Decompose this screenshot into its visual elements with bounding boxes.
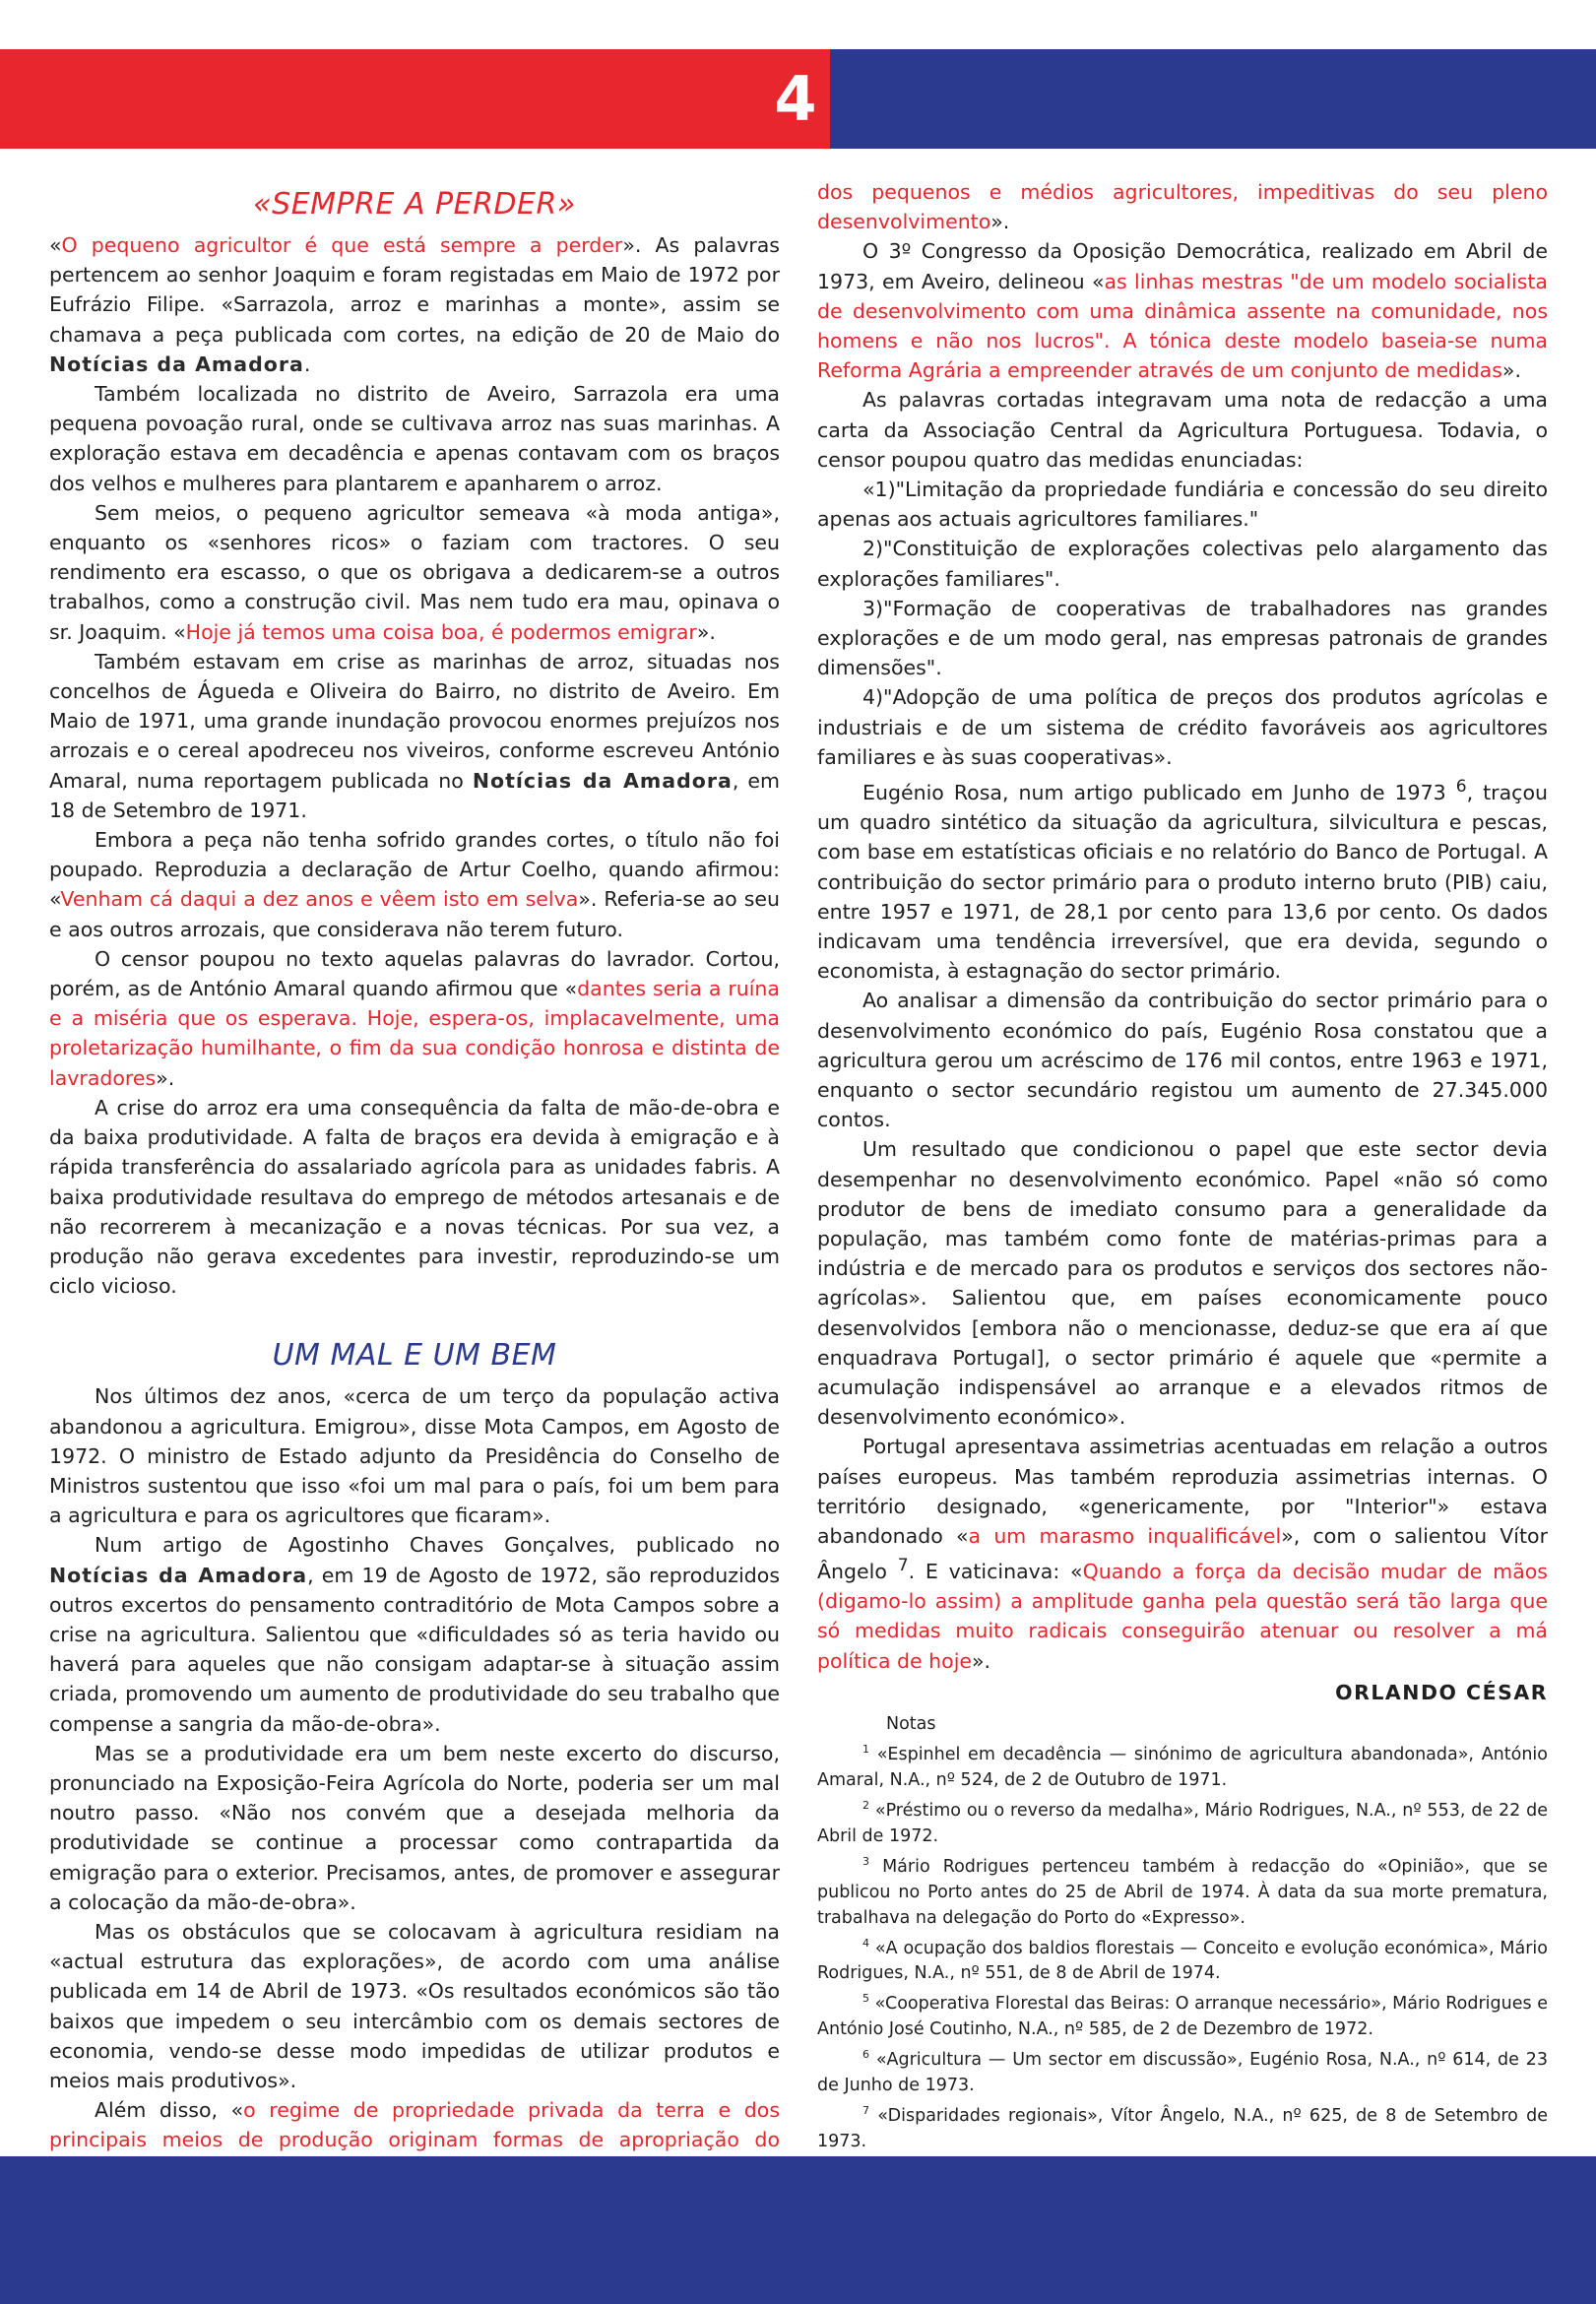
text: . — [303, 352, 311, 376]
right-column — [817, 177, 1548, 2219]
text: », com o salientou Vítor Ângelo — [817, 1523, 1548, 1583]
footnote-text: Mário Rodrigues pertenceu também à redacção do «Opinião», que se publicou no Porto antes do 25 de Abril de 1974. À data da sua morte prematura, trabalhava na delegação do Porto do «Expresso». — [817, 1856, 1548, 1928]
publication-name: Notícias da Amadora — [49, 1563, 308, 1587]
footnote-text: «Préstimo ou o reverso da medalha», Mário Rodrigues, N.A., nº 553, de 22 de Abril de 1972. — [817, 1800, 1548, 1846]
paragraph — [817, 1432, 1548, 1675]
left-column — [49, 177, 780, 2185]
paragraph: Mas se a produtividade era um bem neste excerto do discurso, pronunciado na Exposição-Feira Agrícola do Norte, poderia ser um mal noutro passo. «Não nos convém que a desejada melhoria da produtividade se continue a processar como contrapartida da emigração para o exterior. Precisamos, antes, de promover e assegurar a colocação da mão-de-obra». — [49, 1741, 780, 1914]
paragraph — [817, 177, 1548, 236]
paragraph: As palavras cortadas integravam uma nota de redacção a uma carta da Associação Central da Agricultura Portuguesa. Todavia, o censor poupou quatro das medidas enunciadas: — [817, 388, 1548, 472]
censored-text: as linhas mestras "de um modelo socialista de desenvolvimento com uma dinâmica assente na comunidade, nos homens e não nos lucros". A tónica deste modelo baseia-se numa Reforma Agrária a empreender através de um conjunto de medidas — [817, 269, 1548, 383]
section-title-sempre-a-perder: «SEMPRE A PERDER» — [253, 187, 576, 222]
footer-blue-band — [0, 2156, 1596, 2304]
footnote — [817, 1849, 1548, 1931]
text: Num artigo de Agostinho Chaves Gonçalves, publicado no — [95, 1533, 780, 1558]
paragraph — [49, 1530, 780, 1738]
footnote-number: 7 — [862, 2103, 869, 2117]
censored-text: Quando a força da decisão mudar de mãos (digamo-lo assim) a amplitude ganha pela questão será tão larga que só medidas muito radicais conseguirão atenuar ou resolver a má política de hoje — [817, 1560, 1548, 1673]
text: ». — [1501, 358, 1521, 383]
paragraph — [49, 230, 780, 379]
paragraph: Ao analisar a dimensão da contribuição do sector primário para o desenvolvimento económico do país, Eugénio Rosa constatou que a agricultura gerou um acréscimo de 176 mil contos, entre 1963 e 1971, enquanto o sector secundário registou um aumento de 27.345.000 contos. — [817, 989, 1548, 1132]
text: ». As palavras pertencem ao senhor Joaquim e foram registadas em Maio de 1972 por Eufrázio Filipe. «Sarrazola, arroz e marinhas a monte», assim se chamava a peça publicada com cortes, na edição de 20 de Maio do — [49, 233, 780, 347]
footnote-ref: 7 — [897, 1556, 909, 1576]
footnote-text: «Espinhel em decadência — sinónimo de agricultura abandonada», António Amaral, N.A., nº 524, de 2 de Outubro de 1971. — [817, 1744, 1548, 1790]
text: , traçou um quadro sintético da situação da agricultura, silvicultura e pescas, com base em estatísticas oficiais e no relatório do Banco de Portugal. A contribuição do sector primário para o produto interno bruto (PIB) caiu, entre 1957 e 1971, de 28,1 por cento para 13,6 por cento. Os dados indicavam uma tendência irreversível, que era devida, segundo o economista, à estagnação do sector primário. — [817, 780, 1548, 984]
text: Portugal apresentava assimetrias acentuadas em relação a outros países europeus. Mas também reproduzia assimetrias internas. O território designado, «genericamente, por "Interior"» estava abandonado « — [817, 1435, 1548, 1548]
text: ». — [972, 1648, 991, 1673]
text: ». Referia-se ao seu e aos outros arrozais, que considerava não terem futuro. — [49, 887, 781, 941]
censored-text: Hoje já temos uma coisa boa, é podermos emigrar — [185, 619, 697, 644]
text: , em 19 de Agosto de 1972, são reproduzidos outros excertos do pensamento contraditório de Mota Campos sobre a crise na agricultura. Salientou que «dificuldades só as teria havido ou haverá para aqueles que não consigam adaptar-se à situação assim criada, promovendo um aumento de produtividade do seu trabalho que compense a sangria da mão-de-obra». — [49, 1563, 780, 1736]
text: Eugénio Rosa, num artigo publicado em Junho de 1973 — [862, 780, 1456, 804]
notes-heading: Notas — [886, 1714, 936, 1735]
footnote-text: «A ocupação dos baldios florestais — Conceito e evolução económica», Mário Rodrigues, N.A., nº 551, de 8 de Abril de 1974. — [817, 1938, 1548, 1984]
header-blue-band — [830, 49, 1596, 149]
paragraph — [817, 772, 1548, 986]
header-red-band — [0, 49, 830, 149]
paragraph: Nos últimos dez anos, «cerca de um terço da população activa abandonou a agricultura. Emigrou», disse Mota Campos, em Agosto de 1972. O ministro de Estado adjunto da Presidência do Conselho de Ministros sustentou que isso «foi um mal para o país, foi um bem para a agricultura e para os agricultores que ficaram». — [49, 1384, 780, 1528]
text: Além disso, « — [95, 2098, 244, 2123]
text: , em 18 de Setembro de 1971. — [49, 768, 780, 822]
text: Sem meios, o pequeno agricultor semeava «à moda antiga», enquanto os «senhores ricos» o faziam com tractores. O seu rendimento era escasso, o que os obrigava a dedicarem-se a outros trabalhos, como a construção civil. Mas nem tudo era mau, opinava o sr. Joaquim. « — [49, 500, 780, 644]
footnote-number: 2 — [862, 1798, 869, 1812]
paragraph — [49, 498, 780, 647]
paragraph — [49, 825, 780, 944]
footnote — [817, 1737, 1548, 1793]
footnote-number: 3 — [862, 1854, 869, 1868]
text: ». — [156, 1065, 175, 1090]
paragraph — [49, 944, 780, 1093]
footnote — [817, 2098, 1548, 2154]
footnote-number: 5 — [862, 1992, 869, 2006]
text: ». — [990, 210, 1010, 234]
footnote — [817, 1931, 1548, 1987]
footnote-text: «Agricultura — Um sector em discussão», Eugénio Rosa, N.A., nº 614, de 23 de Junho de 1973. — [817, 2049, 1548, 2095]
text: Embora a peça não tenha sofrido grandes cortes, o título não foi poupado. Reproduzia a declaração de Artur Coelho, quando afirmou: « — [49, 828, 780, 912]
paragraph — [49, 647, 780, 825]
footnote-number: 6 — [862, 2048, 869, 2062]
text: « — [49, 233, 62, 257]
paragraph: Também localizada no distrito de Aveiro, Sarrazola era uma pequena povoação rural, onde se cultivava arroz nas suas marinhas. A exploração estava em decadência e apenas contavam com os braços dos velhos e mulheres para plantarem e apanharem o arroz. — [49, 382, 780, 495]
paragraph: «1)"Limitação da propriedade fundiária e concessão do seu direito apenas aos actuais agricultores familiares." — [817, 478, 1548, 532]
paragraph: 4)"Adopção de uma política de preços dos produtos agrícolas e industriais e de um sistema de crédito favoráveis aos agricultores familiares e às suas cooperativas». — [817, 685, 1548, 769]
footnote-text: «Cooperativa Florestal das Beiras: O arranque necessário», Mário Rodrigues e António José Coutinho, N.A., nº 585, de 2 de Dezembro de 1972. — [817, 1994, 1548, 2040]
footnote-text: «Disparidades regionais», Vítor Ângelo, N.A., nº 625, de 8 de Setembro de 1973. — [817, 2105, 1548, 2151]
text: ». — [696, 619, 716, 644]
censored-text: dantes seria a ruína e a miséria que os esperava. Hoje, espera-os, implacavelmente, uma proletarização humilhante, o fim da sua condição honrosa e distinta de lavradores — [49, 977, 780, 1090]
footnote-ref: 6 — [1455, 777, 1467, 798]
footnote-number: 1 — [862, 1743, 869, 1757]
footnote-number: 4 — [862, 1936, 869, 1950]
footnote — [817, 1793, 1548, 1849]
page-number: 4 — [774, 63, 817, 135]
paragraph: Mas os obstáculos que se colocavam à agricultura residiam na «actual estrutura das explorações», de acordo com uma análise publicada em 14 de Abril de 1973. «Os resultados económicos são tão baixos que impedem o seu intercâmbio com os demais sectores de economia, vendo-se desse modo impedidas de utilizar produtos e meios mais produtivos». — [49, 1919, 780, 2092]
paragraph: 3)"Formação de cooperativas de trabalhadores nas grandes explorações e de um modo geral, nas empresas patronais de grandes dimensões". — [817, 596, 1548, 680]
footnote — [817, 2042, 1548, 2098]
censored-text: O pequeno agricultor é que está sempre a perder — [61, 233, 623, 257]
paragraph: 2)"Constituição de explorações colectivas pelo alargamento das explorações familiares". — [817, 537, 1548, 591]
censored-text: dos pequenos e médios agricultores, impeditivas do seu pleno desenvolvimento — [817, 180, 1548, 234]
publication-name: Notícias da Amadora — [49, 352, 304, 376]
text: O censor poupou no texto aquelas palavras do lavrador. Cortou, porém, as de António Amaral quando afirmou que « — [49, 946, 780, 1001]
text: O 3º Congresso da Oposição Democrática, realizado em Abril de 1973, em Aveiro, delineou « — [817, 239, 1548, 293]
section-title-um-mal-e-um-bem: UM MAL E UM BEM — [272, 1338, 557, 1374]
censored-text: Venham cá daqui a dez anos e vêem isto em selva — [60, 887, 579, 912]
footnotes — [817, 1711, 1548, 2154]
paragraph: Um resultado que condicionou o papel que este sector devia desempenhar no desenvolvimento económico. Papel «não só como produtor de bens de imediato consumo para a generalidade da população, mas também como fonte de matérias-primas para a indústria e de mercado para os produtos e serviços dos sectores não-agrícolas». Salientou que, em países economicamente pouco desenvolvidos [embora não o mencionasse, deduz-se que era aí que enquadrava Portugal], o sector primário é aquele que «permite a acumulação indispensável ao arranque e a elevados ritmos de desenvolvimento económico». — [817, 1137, 1548, 1430]
text: Também estavam em crise as marinhas de arroz, situadas nos concelhos de Águeda e Oliveira do Bairro, no distrito de Aveiro. Em Maio de 1971, uma grande inundação provocou enormes prejuízos nos arrozais e o cereal apodreceu nos viveiros, conforme escreveu António Amaral, numa reportagem publicada no — [49, 649, 780, 793]
author-name: ORLANDO CÉSAR — [1335, 1680, 1548, 1704]
censored-text: a um marasmo inqualificável — [968, 1523, 1282, 1548]
paragraph — [817, 236, 1548, 385]
text: . E vaticinava: « — [908, 1560, 1083, 1583]
footnote — [817, 1986, 1548, 2042]
censored-text: o regime de propriedade privada da terra e dos principais meios de produção originam formas de apropriação do — [49, 2098, 780, 2152]
paragraph: A crise do arroz era uma consequência da falta de mão-de-obra e da baixa produtividade. A falta de braços era devida à emigração e à rápida transferência do assalariado agrícola para as unidades fabris. A baixa produtividade resultava do emprego de métodos artesanais e de não recorrerem à mecanização e a novas técnicas. Por sua vez, a produção não gerava excedentes para investir, reproduzindo-se um ciclo vicioso. — [49, 1095, 780, 1299]
publication-name: Notícias da Amadora — [472, 768, 733, 793]
